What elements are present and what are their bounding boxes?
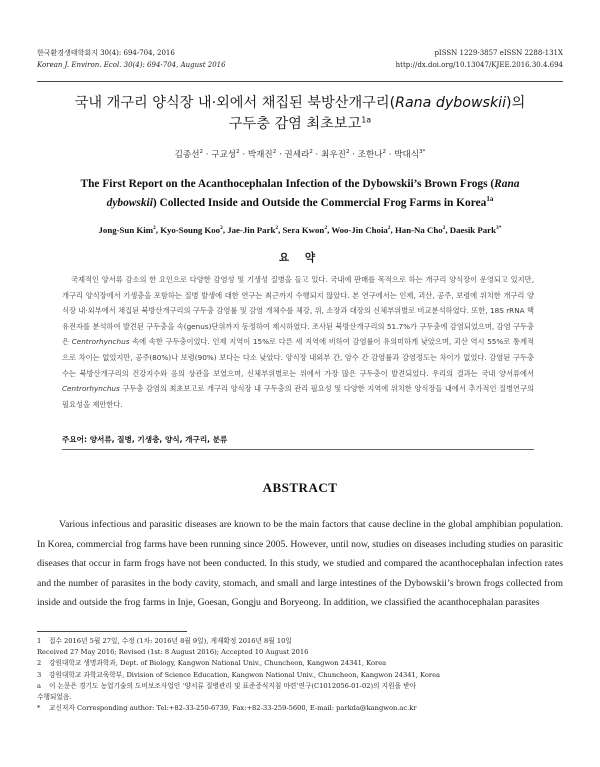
author-name: Woo-Jin Choia — [331, 225, 388, 235]
author-affiliation-mark: 2 — [309, 149, 313, 156]
abstract-heading: ABSTRACT — [262, 480, 338, 495]
journal-header — [37, 47, 226, 71]
footnote — [37, 636, 563, 647]
keywords-values: 양서류, 질병, 기생충, 양식, 개구리, 분류 — [89, 435, 228, 444]
title-en-genus: Rana — [494, 178, 520, 190]
title-korean — [40, 93, 560, 135]
author-name: 김종선 — [174, 150, 200, 160]
title-en-species: dybowskii — [106, 197, 153, 209]
author-name: 구교성 — [211, 150, 237, 160]
footnote-text: 이 논문은 경기도 농업기술의 도비보조사업인 ‘양서류 질병관리 및 표준증식지침 마련’연구(C1012056-01-02)의 지원을 받아 — [49, 681, 417, 690]
title-english — [48, 175, 552, 213]
author-name: Sera Kwon — [282, 225, 325, 235]
issn: pISSN 1229-3857 eISSN 2288-131X — [434, 49, 563, 57]
author-name: 권세라 — [284, 150, 310, 160]
author-name: 조한나 — [357, 150, 383, 160]
header-divider — [37, 81, 563, 82]
korean-abstract-body — [62, 272, 534, 412]
title-en-footnote-mark: 1a — [486, 195, 494, 204]
footnote-mark: 2 — [37, 659, 42, 668]
journal-name-ko: 한국환경생태학회지 30(4): 694-704, 2016 — [37, 49, 175, 57]
title-ko-line2: 구두충 감염 최초보고 — [228, 116, 362, 132]
keywords-divider — [62, 449, 534, 450]
author-name: Daesik Park — [449, 225, 496, 235]
issn-doi-block — [396, 47, 563, 71]
author-name: Han-Na Cho — [394, 225, 443, 235]
title-en-part1: The First Report on the Acanthocephalan Infection of the Dybowskii’s Brown Frogs ( — [80, 178, 495, 190]
footnote — [37, 658, 563, 669]
title-ko-species: Rana dybowskii — [395, 95, 507, 111]
footnote-text: 접수 2016년 5월 27일, 수정 (1차: 2016년 8월 9일), 게재확정 2016년 8월 10일 — [49, 637, 292, 645]
abs-ko-genus2: Centrorhynchus — [62, 384, 120, 394]
author-affiliation-mark: 2 — [275, 225, 279, 232]
keywords-label: 주요어: — [62, 435, 90, 444]
footnote — [37, 681, 563, 692]
footnote-mark: 3 — [37, 670, 42, 679]
footnote-divider — [37, 631, 187, 632]
author-name: 박재진 — [247, 150, 273, 160]
keywords — [62, 434, 534, 445]
footnote-mark: * — [37, 704, 41, 713]
author-affiliation-mark: 2 — [382, 149, 387, 156]
abs-ko-part2: 속에 속한 구두충이었다. 인제 지역이 15%로 다른 세 지역에 비하여 감염률이 유의미하게 낮았으며, 괴산 역시 55%로 통계적으로 차이는 없었지만, 공주(80%)나 보령(90%) 보다는 다소 낮았다. 양식장 내외부 간, 암수 간 감염률과 감염정도는 차이가 없었다. 감염된 구두충 수는 북방산개구리의 건강지수와 음의 상관을 보였으며, 신체부위별로는 위에서 가장 많은 구두충이 발견되었다. 우리의 결과는 국내 양서류에서 — [62, 337, 534, 378]
authors-english: Jong-Sun Kim$^2$, Kyo-Soung Koo$^2$, Jae-Jin Park$^2$, Sera Kwon$^2$, Woo-Jin Choia$^2$, Han-Na Cho$^2$, Daesik Park$^{3*}$ — [98, 225, 502, 235]
author-name: Kyo-Soung Koo — [160, 225, 221, 235]
author-affiliation-mark: 2 — [324, 225, 328, 232]
author-affiliation-mark: 2 — [236, 149, 240, 156]
footnote-text: 강원대학교 생명과학과, Dept. of Biology, Kangwon National Univ., Chuncheon, Kangwon 24341, Korea — [49, 659, 387, 668]
author-name: Jae-Jin Park — [227, 225, 276, 235]
author-affiliation-mark: 2 — [272, 149, 277, 156]
abstract-body: Various infectious and parasitic diseases are known to be the main factors that cause decline in the global amphibian population. In Korea, commercial frog farms have been running since 2005. However, until now, studies on diseases including studies on parasitic diseases that occur in farm frogs have not been conducted. In this study, we studied and compared the acanthocephalan infection rates and the number of parasites in the body cavity, stomach, and small and large intestines of the Dybowskii’s brown frogs collected from inside and outside the frog farms in Inje, Goesan, Gongju and Boryeong. In addition, we classified the acanthocephalan parasites — [37, 519, 563, 608]
author-affiliation-mark: 2 — [387, 225, 391, 232]
title-en-part2: ) Collected Inside and Outside the Commercial Frog Farms in Korea — [152, 197, 487, 209]
author-affiliation-mark: 2 — [153, 225, 156, 232]
authors-korean: 김종선$^2$ · 구교성$^2$ · 박재진$^2$ · 권세라$^2$ · 최우진$^2$ · 조한나$^2$ · 박대식$^{3*}$ — [174, 149, 426, 160]
abs-ko-part1: 국제적인 양서류 감소의 한 요인으로 다양한 감염성 및 기생성 질병을 들고 있다. 국내에 판매를 목적으로 하는 개구리 양식장이 운영되고 있지만, 개구리 양식장에서 기생충을 포함하는 질병 발생에 대한 연구는 최근까지 수행되지 않았다. 본 연구에서는 인제, 괴산, 공주, 보령에 위치한 개구리 양식장 내·외부에서 채집된 북방산개구리의 구두충 감염률 및 감염 개체수를 체강, 위, 소장과 대장의 신체부위별로 비교분석하였다. 또한, 18S rRNA 핵 유전자를 분석하여 발견된 구두충을 속(genus)단위까지 동정하여 제시하였다. 조사된 북방산개구리의 51.7%가 구두충에 감염되었으며, 감염 구두충은 — [62, 275, 534, 347]
author-name: Jong-Sun Kim — [98, 225, 154, 235]
footnote-mark: a — [37, 681, 41, 690]
author-affiliation-mark: 2 — [442, 225, 446, 232]
author-name: 최우진 — [321, 150, 346, 160]
author-affiliation-mark: 3* — [495, 225, 502, 232]
footnote-text: 강원대학교 과학교육학부, Division of Science Education, Kangwon National Univ., Chuncheon, Kangwon 24341, Korea — [49, 670, 441, 679]
footnote-mark: 1 — [37, 637, 42, 645]
footnote — [37, 670, 563, 681]
author-affiliation-mark: 2 — [220, 225, 223, 232]
footnote-text: 교신저자 Corresponding author: Tel:+82-33-250-6739, Fax:+82-33-259-5600, E-mail: parkda@kangwon.ac.kr — [49, 704, 417, 713]
author-affiliation-mark: 2 — [345, 149, 350, 156]
author-affiliation-mark: 2 — [199, 149, 203, 156]
author-affiliation-mark: 3* — [419, 149, 426, 156]
title-ko-footnote-mark: 1a — [361, 115, 372, 125]
title-ko-line1-end: )의 — [506, 95, 526, 111]
doi-link[interactable]: http://dx.doi.org/10.13047/KJEE.2016.30.4.694 — [395, 61, 563, 69]
author-name: 박대식 — [394, 150, 420, 160]
footnote-continuation: 수행되었음. — [37, 693, 72, 702]
title-ko-line1: 국내 개구리 양식장 내·외에서 채집된 북방산개구리( — [74, 95, 396, 111]
footnotes — [37, 636, 563, 714]
footnote — [37, 703, 563, 714]
abs-ko-genus: Centrorhynchus — [71, 337, 130, 347]
korean-abstract-heading: 요 약 — [278, 252, 322, 264]
abs-ko-part3: 구두충 감염의 최초보고로 개구리 양식장 내 구두충의 관리 필요성 및 다양한 지역에 위치한 양식장들 내에서 추가적인 질병연구의 필요성을 제안한다. — [62, 384, 534, 409]
footnote-continuation: Received 27 May 2016; Revised (1st: 8 August 2016); Accepted 10 August 2016 — [37, 648, 309, 657]
journal-name-en: Korean J. Environ. Ecol. 30(4): 694-704, August 2016 — [37, 61, 226, 69]
